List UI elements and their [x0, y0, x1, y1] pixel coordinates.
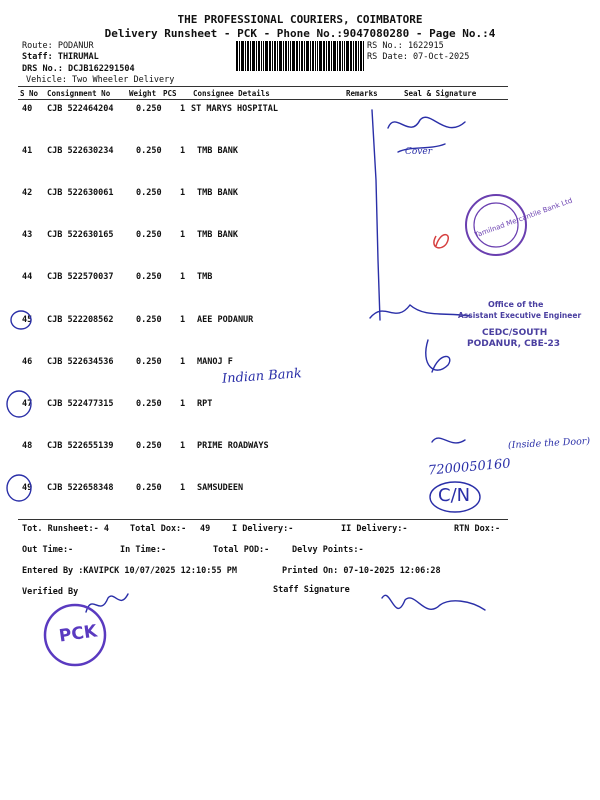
- total-pod: Total POD:-: [213, 545, 270, 555]
- out-time: Out Time:-: [22, 545, 74, 555]
- col-header-seal: Seal & Signature: [404, 89, 477, 98]
- total-dox-label: Total Dox:-: [130, 524, 187, 534]
- row-pcs: 1: [180, 315, 186, 325]
- signature-row40: [388, 117, 465, 128]
- table-header-rule: [18, 99, 508, 100]
- row-consignment: CJB 522630234: [47, 146, 114, 156]
- row-weight: 0.250: [136, 483, 162, 493]
- row-pcs: 1: [180, 357, 186, 367]
- drs-number: DRS No.: DCJB162291504: [22, 64, 135, 74]
- red-signature: [434, 235, 448, 248]
- handwritten-cover: Cover: [405, 147, 433, 157]
- col-header-sno: S No: [20, 89, 39, 98]
- row-consignment: CJB 522208562: [47, 315, 114, 325]
- row-sno: 41: [22, 146, 33, 156]
- row-weight: 0.250: [136, 146, 162, 156]
- printed-on: Printed On: 07-10-2025 12:06:28: [282, 566, 441, 576]
- row-consignment: CJB 522570037: [47, 272, 114, 282]
- vehicle-label: Vehicle: Two Wheeler Delivery: [26, 75, 175, 85]
- row-sno: 43: [22, 230, 33, 240]
- table-top-rule: [18, 86, 508, 87]
- staff-signature-label: Staff Signature: [273, 585, 350, 595]
- pck-stamp-text: PCK: [57, 621, 99, 647]
- row-sno: 40: [22, 104, 33, 114]
- rs-number: RS No.: 1622915: [367, 41, 444, 51]
- row-sno: 48: [22, 441, 33, 451]
- row-consignment: CJB 522630165: [47, 230, 114, 240]
- ii-delivery: II Delivery:-: [341, 524, 408, 534]
- row-consignment: CJB 522658348: [47, 483, 114, 493]
- runsheet-subtitle: Delivery Runsheet - PCK - Phone No.:9047080280 - Page No.:4: [104, 27, 496, 40]
- row-weight: 0.250: [136, 104, 162, 114]
- row-consignee: TMB BANK: [197, 188, 238, 198]
- barcode-image: [236, 41, 364, 71]
- col-header-remarks: Remarks: [346, 89, 378, 98]
- tot-runsheet: Tot. Runsheet:- 4: [22, 524, 109, 534]
- staff-label: Staff: THIRUMAL: [22, 52, 99, 62]
- col-header-consignment: Consignment No: [47, 89, 111, 98]
- row-weight: 0.250: [136, 441, 162, 451]
- row-consignment: CJB 522634536: [47, 357, 114, 367]
- row-weight: 0.250: [136, 399, 162, 409]
- row-consignment: CJB 522477315: [47, 399, 114, 409]
- row-consignee: MANOJ F: [197, 357, 233, 367]
- table-bottom-rule: [18, 519, 508, 520]
- col-header-pcs: PCS: [163, 89, 177, 98]
- row-pcs: 1: [180, 104, 186, 114]
- row-consignee: RPT: [197, 399, 213, 409]
- row-pcs: 1: [180, 399, 186, 409]
- entered-by: Entered By :KAVIPCK 10/07/2025 12:10:55 PM: [22, 566, 237, 576]
- row-weight: 0.250: [136, 357, 162, 367]
- col-header-consignee: Consignee Details: [193, 89, 270, 98]
- eb-stamp-line4: PODANUR, CBE-23: [467, 339, 561, 349]
- rtn-dox: RTN Dox:-: [454, 524, 501, 534]
- company-title: THE PROFESSIONAL COURIERS, COIMBATORE: [177, 13, 423, 26]
- signature-row48: [432, 438, 465, 443]
- rs-date: RS Date: 07-Oct-2025: [367, 52, 470, 62]
- vertical-ink-line: [372, 110, 380, 320]
- in-time: In Time:-: [120, 545, 167, 555]
- row-pcs: 1: [180, 230, 186, 240]
- eb-stamp-line3: CEDC/SOUTH: [482, 328, 548, 338]
- handwritten-cn: C/N: [438, 485, 471, 506]
- row-consignee: ST MARYS HOSPITAL: [191, 104, 278, 114]
- row-pcs: 1: [180, 483, 186, 493]
- delvy-points: Delvy Points:-: [292, 545, 364, 555]
- row-pcs: 1: [180, 272, 186, 282]
- verified-by: Verified By: [22, 587, 79, 597]
- eb-stamp-line2: Assistant Executive Engineer: [458, 311, 582, 320]
- tmb-stamp-text: Tamilnad Mercantile Bank Ltd: [473, 196, 574, 240]
- row-weight: 0.250: [136, 230, 162, 240]
- row-consignee: TMB BANK: [197, 230, 238, 240]
- row-pcs: 1: [180, 188, 186, 198]
- row-consignee: PRIME ROADWAYS: [197, 441, 269, 451]
- row-sno: 42: [22, 188, 33, 198]
- route-label: Route: PODANUR: [22, 41, 94, 51]
- row-consignment: CJB 522655139: [47, 441, 114, 451]
- signature-row45: [370, 305, 470, 318]
- col-header-weight: Weight: [129, 89, 157, 98]
- row-consignment: CJB 522464204: [47, 104, 114, 114]
- row-consignee: TMB: [197, 272, 213, 282]
- row-sno: 45: [22, 315, 33, 325]
- verified-signature: [86, 594, 128, 612]
- row-consignee: AEE PODANUR: [197, 315, 254, 325]
- handwritten-inside-door: (Inside the Door): [507, 435, 591, 452]
- row-weight: 0.250: [136, 272, 162, 282]
- row-pcs: 1: [180, 146, 186, 156]
- row-sno: 46: [22, 357, 33, 367]
- handwritten-indian-bank: Indian Bank: [221, 366, 303, 387]
- signature-row46: [426, 340, 450, 372]
- row-consignee: SAMSUDEEN: [197, 483, 244, 493]
- row-sno: 47: [22, 399, 33, 409]
- row-sno: 44: [22, 272, 33, 282]
- row-sno: 49: [22, 483, 33, 493]
- row-consignment: CJB 522630061: [47, 188, 114, 198]
- row-weight: 0.250: [136, 188, 162, 198]
- i-delivery: I Delivery:-: [232, 524, 294, 534]
- row-pcs: 1: [180, 441, 186, 451]
- eb-stamp-line1: Office of the: [488, 300, 544, 309]
- row-consignee: TMB BANK: [197, 146, 238, 156]
- handwritten-phone: 7200050160: [427, 456, 512, 479]
- staff-signature-mark: [382, 595, 485, 610]
- row-weight: 0.250: [136, 315, 162, 325]
- total-dox-value: 49: [200, 524, 211, 534]
